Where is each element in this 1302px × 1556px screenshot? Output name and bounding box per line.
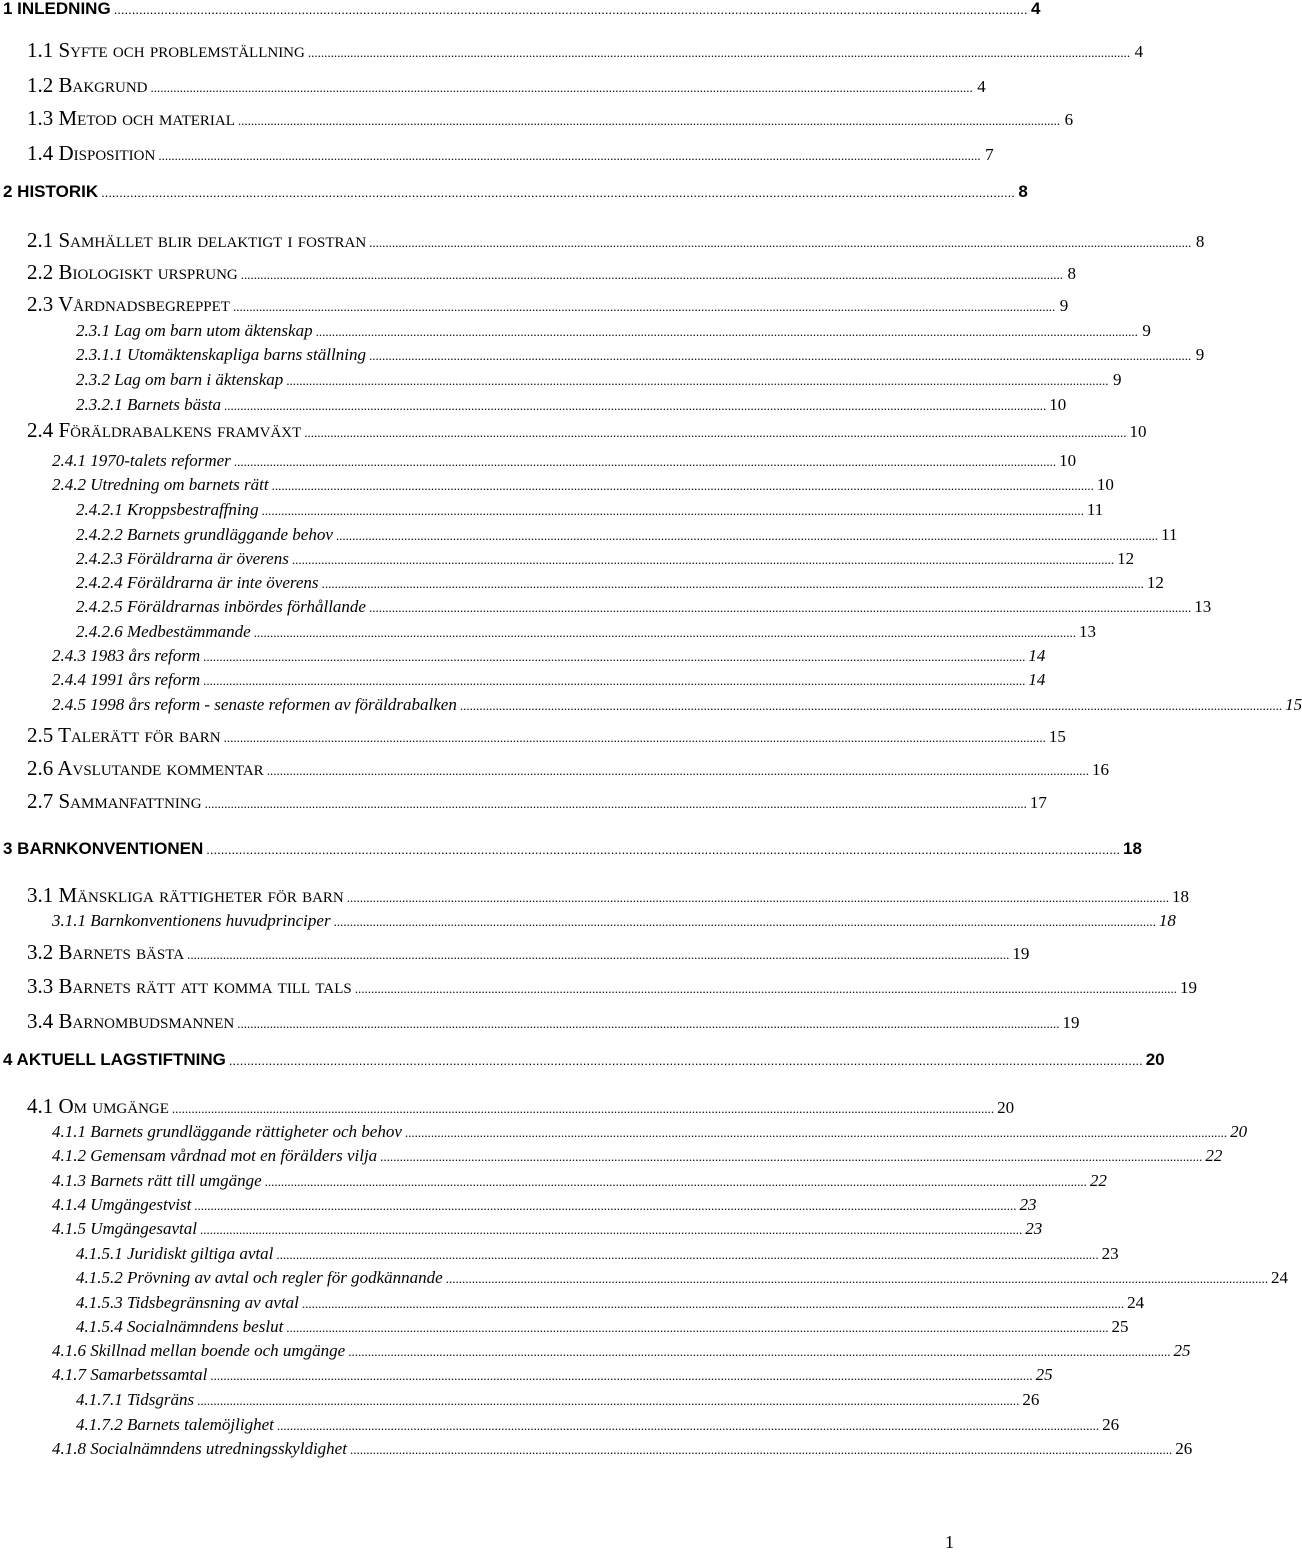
toc-entry[interactable] <box>76 1244 1119 1263</box>
toc-entry[interactable] <box>27 228 1205 252</box>
toc-entry-page: 20 <box>997 1098 1015 1117</box>
dot-leader: ............................................................................................................................................................................................................................................................. <box>276 1247 1099 1262</box>
toc-entry-page: 19 <box>1012 944 1030 963</box>
toc-entry-title: 2.4 Föräldrabalkens framväxt <box>27 418 302 442</box>
toc-entry-page: 22 <box>1089 1171 1107 1190</box>
toc-entry[interactable] <box>27 940 1030 964</box>
toc-entry-page: 9 <box>1113 370 1122 389</box>
dot-leader: ............................................................................................................................................................................................................................................................. <box>321 576 1144 591</box>
toc-entry-title: 4.1.1 Barnets grundläggande rättigheter och behov <box>52 1122 402 1141</box>
dot-leader: ............................................................................................................................................................................................................................................................. <box>333 914 1156 929</box>
dot-leader: ............................................................................................................................................................................................................................................................. <box>194 1198 1017 1213</box>
toc-entry[interactable] <box>52 451 1077 470</box>
toc-entry-page: 12 <box>1117 549 1135 568</box>
toc-entry[interactable] <box>52 1195 1037 1214</box>
toc-entry[interactable] <box>52 695 1302 714</box>
toc-entry[interactable] <box>76 370 1122 389</box>
toc-entry-title: 4.1.8 Socialnämndens utredningsskyldighet <box>52 1439 347 1458</box>
toc-entry-title: 4.1.7.1 Tidsgräns <box>76 1390 195 1409</box>
dot-leader: ............................................................................................................................................................................................................................................................. <box>286 373 1109 388</box>
dot-leader: ............................................................................................................................................................................................................................................................. <box>266 763 1089 778</box>
dot-leader: ............................................................................................................................................................................................................................................................. <box>307 45 1131 60</box>
dot-leader: ............................................................................................................................................................................................................................................................. <box>404 1125 1228 1140</box>
dot-leader: ............................................................................................................................................................................................................................................................. <box>171 1101 995 1116</box>
toc-entry[interactable] <box>27 974 1197 998</box>
toc-entry-title: 2.4.2.5 Föräldrarnas inbördes förhållande <box>76 597 366 616</box>
toc-entry[interactable] <box>27 756 1109 780</box>
dot-leader: ............................................................................................................................................................................................................................................................. <box>348 1344 1171 1359</box>
dot-leader: ............................................................................................................................................................................................................................................................. <box>101 185 1015 200</box>
toc-entry-title: 4.1.5.2 Prövning av avtal och regler för godkännande <box>76 1268 443 1287</box>
toc-entry-page: 9 <box>1059 296 1069 315</box>
toc-entry-title: 4.1.5.1 Juridiskt giltiga avtal <box>76 1244 274 1263</box>
toc-entry-page: 12 <box>1146 573 1164 592</box>
toc-entry-title: 1.1 Syfte och problemställning <box>27 38 305 62</box>
toc-entry[interactable] <box>27 418 1147 442</box>
toc-entry-title: 4.1.5.4 Socialnämndens beslut <box>76 1317 284 1336</box>
toc-entry[interactable] <box>27 106 1074 130</box>
toc-entry-page: 10 <box>1096 475 1114 494</box>
toc-entry[interactable] <box>3 839 1142 858</box>
toc-entry-title: 3.2 Barnets bästa <box>27 940 185 964</box>
dot-leader: ............................................................................................................................................................................................................................................................. <box>228 1053 1143 1068</box>
toc-entry-title: 4.1.4 Umgängestvist <box>52 1195 192 1214</box>
toc-entry-title: 2.4.4 1991 års reform <box>52 670 201 689</box>
dot-leader: ............................................................................................................................................................................................................................................................. <box>349 1442 1173 1457</box>
toc-entry-title: 2.4.2.2 Barnets grundläggande behov <box>76 525 333 544</box>
toc-entry[interactable] <box>76 345 1205 364</box>
toc-entry[interactable] <box>27 789 1047 813</box>
toc-entry-title: 2.3.1.1 Utomäktenskapliga barns ställning <box>76 345 366 364</box>
dot-leader: ............................................................................................................................................................................................................................................................. <box>206 842 1121 857</box>
toc-entry-title: 3.4 Barnombudsmannen <box>27 1009 235 1033</box>
toc-entry-title: 2.4.2.6 Medbestämmande <box>76 622 251 641</box>
toc-entry[interactable] <box>52 1171 1107 1190</box>
toc-entry[interactable] <box>27 292 1069 316</box>
dot-leader: ............................................................................................................................................................................................................................................................. <box>253 625 1076 640</box>
dot-leader: ............................................................................................................................................................................................................................................................. <box>237 1016 1060 1031</box>
toc-entry-page: 8 <box>1018 182 1028 201</box>
toc-entry[interactable] <box>76 1390 1040 1409</box>
toc-entry[interactable] <box>27 38 1144 62</box>
dot-leader: ............................................................................................................................................................................................................................................................. <box>346 890 1170 905</box>
toc-entry-title: 2.3.2 Lag om barn i äktenskap <box>76 370 284 389</box>
dot-leader: ............................................................................................................................................................................................................................................................. <box>233 454 1057 469</box>
toc-entry[interactable] <box>76 525 1178 544</box>
toc-entry-title: 4.1.6 Skillnad mellan boende och umgänge <box>52 1341 346 1360</box>
toc-entry-page: 24 <box>1127 1293 1145 1312</box>
toc-entry-page: 18 <box>1172 887 1190 906</box>
toc-entry-title: 2.4.2.3 Föräldrarna är överens <box>76 549 289 568</box>
toc-entry-page: 9 <box>1142 321 1151 340</box>
toc-entry-page: 25 <box>1035 1365 1053 1384</box>
toc-entry[interactable] <box>27 260 1077 284</box>
toc-entry-title: 4.1.3 Barnets rätt till umgänge <box>52 1171 262 1190</box>
toc-entry[interactable] <box>27 73 986 97</box>
toc-entry[interactable] <box>52 911 1176 930</box>
toc-entry[interactable] <box>3 182 1028 201</box>
dot-leader: ............................................................................................................................................................................................................................................................. <box>354 981 1177 996</box>
dot-leader: ............................................................................................................................................................................................................................................................. <box>368 600 1192 615</box>
toc-entry-page: 15 <box>1285 695 1302 714</box>
toc-entry-page: 23 <box>1025 1219 1043 1238</box>
toc-entry-title: 2.4.2.1 Kroppsbestraffning <box>76 500 259 519</box>
toc-entry-title: 2.7 Sammanfattning <box>27 789 202 813</box>
dot-leader: ............................................................................................................................................................................................................................................................. <box>264 1174 1087 1189</box>
toc-entry-title: 2.2 Biologiskt ursprung <box>27 260 238 284</box>
toc-entry-page: 14 <box>1028 670 1046 689</box>
toc-entry-page: 19 <box>1179 978 1197 997</box>
toc-entry-title: 2 HISTORIK <box>3 182 99 201</box>
toc-entry[interactable] <box>52 1146 1223 1165</box>
toc-entry[interactable] <box>27 1009 1080 1033</box>
toc-entry-title: 2.4.1 1970-talets reformer <box>52 451 231 470</box>
dot-leader: ............................................................................................................................................................................................................................................................. <box>459 698 1283 713</box>
toc-entry-page: 8 <box>1195 232 1205 251</box>
toc-entry-title: 4.1 Om umgänge <box>27 1094 169 1118</box>
toc-entry-page: 18 <box>1158 911 1176 930</box>
toc-entry-page: 11 <box>1086 500 1104 519</box>
toc-entry[interactable] <box>27 141 994 165</box>
dot-leader: ............................................................................................................................................................................................................................................................. <box>271 478 1094 493</box>
toc-entry[interactable] <box>52 1365 1053 1384</box>
toc-entry[interactable] <box>3 1050 1165 1069</box>
dot-leader: ............................................................................................................................................................................................................................................................. <box>113 2 1028 17</box>
toc-entry-title: 1.3 Metod och material <box>27 106 235 130</box>
dot-leader: ............................................................................................................................................................................................................................................................. <box>286 1320 1109 1335</box>
toc-entry[interactable] <box>76 1293 1145 1312</box>
toc-entry-title: 3 BARNKONVENTIONEN <box>3 839 204 858</box>
toc-entry-page: 15 <box>1048 727 1066 746</box>
toc-entry[interactable] <box>76 622 1096 641</box>
toc-entry-page: 25 <box>1111 1317 1129 1336</box>
dot-leader: ............................................................................................................................................................................................................................................................. <box>150 80 973 95</box>
toc-entry-title: 2.5 Talerätt för barn <box>27 723 221 747</box>
toc-entry-page: 17 <box>1029 793 1047 812</box>
toc-entry-page: 6 <box>1064 110 1074 129</box>
toc-entry-page: 22 <box>1205 1146 1223 1165</box>
toc-entry-page: 4 <box>1031 0 1041 18</box>
toc-entry-title: 2.3 Vårdnadsbegreppet <box>27 292 230 316</box>
dot-leader: ............................................................................................................................................................................................................................................................. <box>223 730 1046 745</box>
toc-entry-page: 14 <box>1028 646 1046 665</box>
toc-entry-page: 7 <box>985 145 994 164</box>
toc-entry-page: 11 <box>1161 525 1178 544</box>
dot-leader: ............................................................................................................................................................................................................................................................. <box>291 552 1115 567</box>
dot-leader: ............................................................................................................................................................................................................................................................. <box>203 649 1026 664</box>
toc-entry-title: 3.3 Barnets rätt att komma till tals <box>27 974 352 998</box>
toc-entry-page: 13 <box>1194 597 1212 616</box>
page-number: 1 <box>945 1532 954 1552</box>
toc-entry-page: 20 <box>1230 1122 1248 1141</box>
toc-entry[interactable] <box>76 549 1135 568</box>
toc-entry-title: 2.4.3 1983 års reform <box>52 646 201 665</box>
toc-entry[interactable] <box>27 883 1190 907</box>
toc-entry-title: 1 INLEDNING <box>3 0 111 18</box>
dot-leader: ............................................................................................................................................................................................................................................................. <box>240 267 1064 282</box>
toc-entry-page: 4 <box>1134 42 1144 61</box>
toc-entry-page: 10 <box>1129 422 1147 441</box>
toc-entry[interactable] <box>76 395 1067 414</box>
dot-leader: ............................................................................................................................................................................................................................................................. <box>210 1368 1033 1383</box>
toc-entry-page: 9 <box>1195 345 1205 364</box>
toc-entry[interactable] <box>76 1317 1129 1336</box>
toc-entry-page: 25 <box>1173 1341 1191 1360</box>
dot-leader: ............................................................................................................................................................................................................................................................. <box>380 1149 1203 1164</box>
toc-entry-page: 19 <box>1062 1013 1080 1032</box>
toc-entry-title: 3.1.1 Barnkonventionens huvudprinciper <box>52 911 331 930</box>
toc-entry[interactable] <box>52 1122 1248 1141</box>
dot-leader: ............................................................................................................................................................................................................................................................. <box>204 796 1027 811</box>
toc-entry-title: 4.1.7 Samarbetssamtal <box>52 1365 208 1384</box>
toc-entry-title: 4 AKTUELL LAGSTIFTNING <box>3 1050 226 1069</box>
toc-entry-page: 4 <box>977 77 986 96</box>
toc-entry-page: 18 <box>1123 839 1142 858</box>
toc-entry-page: 23 <box>1101 1244 1119 1263</box>
toc-entry[interactable] <box>76 597 1212 616</box>
toc-entry-page: 23 <box>1019 1195 1037 1214</box>
dot-leader: ............................................................................................................................................................................................................................................................. <box>232 299 1056 314</box>
toc-entry-title: 2.3.2.1 Barnets bästa <box>76 395 221 414</box>
toc-entry[interactable] <box>76 573 1164 592</box>
toc-entry[interactable] <box>76 1268 1288 1287</box>
toc-entry-title: 3.1 Mänskliga rättigheter för barn <box>27 883 344 907</box>
dot-leader: ............................................................................................................................................................................................................................................................. <box>369 235 1192 250</box>
toc-entry[interactable] <box>52 1439 1193 1458</box>
toc-entry[interactable] <box>52 1341 1191 1360</box>
toc-entry[interactable] <box>76 1415 1120 1434</box>
toc-entry-title: 4.1.5 Umgängesavtal <box>52 1219 197 1238</box>
toc-entry-title: 4.1.5.3 Tidsbegränsning av avtal <box>76 1293 299 1312</box>
toc-entry[interactable] <box>52 475 1114 494</box>
dot-leader: ............................................................................................................................................................................................................................................................. <box>301 1296 1125 1311</box>
toc-entry-title: 4.1.7.2 Barnets talemöjlighet <box>76 1415 274 1434</box>
dot-leader: ............................................................................................................................................................................................................................................................. <box>335 528 1159 543</box>
toc-entry-title: 2.4.5 1998 års reform - senaste reformen av föräldrabalken <box>52 695 457 714</box>
toc-entry-page: 20 <box>1145 1050 1165 1069</box>
toc-entry-title: 2.4.2 Utredning om barnets rätt <box>52 475 269 494</box>
dot-leader: ............................................................................................................................................................................................................................................................. <box>223 398 1047 413</box>
dot-leader: ............................................................................................................................................................................................................................................................. <box>187 947 1010 962</box>
toc-entry-title: 2.6 Avslutande kommentar <box>27 756 264 780</box>
toc-entry-title: 4.1.2 Gemensam vårdnad mot en förälders vilja <box>52 1146 378 1165</box>
toc-entry[interactable] <box>76 321 1151 340</box>
toc-entry-title: 2.4.2.4 Föräldrarna är inte överens <box>76 573 319 592</box>
toc-entry-page: 16 <box>1091 760 1109 779</box>
dot-leader: ............................................................................................................................................................................................................................................................. <box>261 503 1084 518</box>
toc-entry-page: 10 <box>1059 451 1077 470</box>
dot-leader: ............................................................................................................................................................................................................................................................. <box>237 113 1061 128</box>
dot-leader: ............................................................................................................................................................................................................................................................. <box>315 324 1138 339</box>
toc-entry-title: 1.2 Bakgrund <box>27 73 148 97</box>
dot-leader: ............................................................................................................................................................................................................................................................. <box>199 1222 1023 1237</box>
dot-leader: ............................................................................................................................................................................................................................................................. <box>276 1418 1100 1433</box>
toc-entry-page: 24 <box>1270 1268 1288 1287</box>
toc-entry[interactable] <box>52 670 1046 689</box>
toc-entry[interactable] <box>27 1094 1015 1118</box>
toc-entry-page: 26 <box>1175 1439 1193 1458</box>
dot-leader: ............................................................................................................................................................................................................................................................. <box>445 1271 1268 1286</box>
dot-leader: ............................................................................................................................................................................................................................................................. <box>368 348 1192 363</box>
toc-entry-title: 1.4 Disposition <box>27 141 156 165</box>
dot-leader: ............................................................................................................................................................................................................................................................. <box>197 1393 1020 1408</box>
toc-entry-page: 10 <box>1049 395 1067 414</box>
toc-entry-title: 2.1 Samhället blir delaktigt i fostran <box>27 228 367 252</box>
toc-entry[interactable] <box>3 0 1041 18</box>
toc-entry[interactable] <box>76 500 1104 519</box>
dot-leader: ............................................................................................................................................................................................................................................................. <box>158 148 981 163</box>
toc-entry[interactable] <box>52 646 1046 665</box>
dot-leader: ............................................................................................................................................................................................................................................................. <box>203 673 1026 688</box>
toc-entry-page: 8 <box>1067 264 1077 283</box>
toc-entry[interactable] <box>27 723 1066 747</box>
toc-entry-page: 13 <box>1078 622 1096 641</box>
toc-entry-title: 2.3.1 Lag om barn utom äktenskap <box>76 321 313 340</box>
dot-leader: ............................................................................................................................................................................................................................................................. <box>304 425 1127 440</box>
toc-entry[interactable] <box>52 1219 1043 1238</box>
toc-entry-page: 26 <box>1022 1390 1040 1409</box>
toc-entry-page: 26 <box>1102 1415 1120 1434</box>
